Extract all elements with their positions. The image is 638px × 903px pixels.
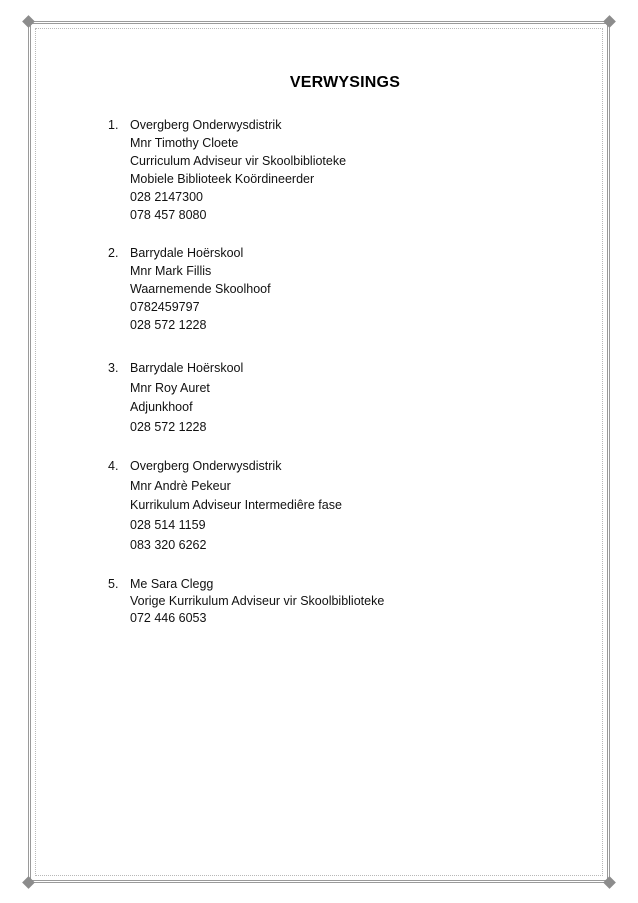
reference-item-2	[108, 244, 568, 334]
reference-phone: 083 320 6262	[130, 537, 207, 552]
reference-phone: 028 572 1228	[130, 420, 207, 435]
reference-phone: 078 457 8080	[130, 208, 207, 222]
page-title: VERWYSINGS	[289, 74, 401, 91]
reference-phone: 072 446 6053	[130, 611, 207, 625]
reference-organisation: Overgberg Onderwysdistrik	[130, 118, 282, 132]
reference-item-5	[108, 576, 568, 627]
reference-contact-name: Mnr Mark Fillis	[130, 264, 212, 278]
reference-number: 1.	[108, 118, 119, 132]
reference-role: Mobiele Biblioteek Koördineerder	[130, 172, 315, 186]
reference-number: 5.	[108, 577, 119, 591]
reference-role: Vorige Kurrikulum Adviseur vir Skoolbiblioteke	[130, 594, 385, 608]
reference-role: Curriculum Adviseur vir Skoolbiblioteke	[130, 154, 347, 168]
reference-role: Waarnemende Skoolhoof	[130, 282, 271, 296]
reference-item-3	[108, 359, 568, 438]
reference-contact-name: Mnr Timothy Cloete	[130, 136, 239, 150]
reference-phone: 0782459797	[130, 300, 200, 314]
reference-phone: 028 572 1228	[130, 318, 207, 332]
reference-item-1	[108, 116, 568, 224]
reference-organisation: Barrydale Hoërskool	[130, 361, 244, 375]
reference-contact-name: Me Sara Clegg	[130, 577, 214, 591]
reference-number: 2.	[108, 246, 119, 260]
reference-role: Adjunkhoof	[130, 400, 193, 415]
reference-contact-name: Mnr Roy Auret	[130, 380, 210, 395]
reference-number: 4.	[108, 459, 119, 473]
reference-phone: 028 2147300	[130, 190, 203, 204]
reference-organisation: Overgberg Onderwysdistrik	[130, 459, 282, 473]
reference-item-4	[108, 457, 568, 556]
reference-role: Kurrikulum Adviseur Intermediêre fase	[130, 498, 342, 513]
reference-number: 3.	[108, 361, 119, 375]
reference-contact-name: Mnr Andrè Pekeur	[130, 478, 231, 493]
reference-phone: 028 514 1159	[130, 518, 206, 533]
reference-organisation: Barrydale Hoërskool	[130, 246, 244, 260]
